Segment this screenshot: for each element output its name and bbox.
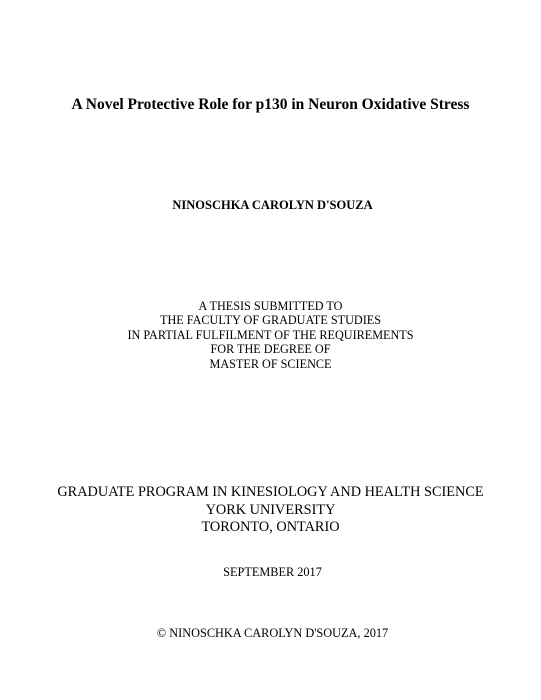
thesis-statement-line: THE FACULTY OF GRADUATE STUDIES <box>160 313 381 328</box>
university-name: YORK UNIVERSITY <box>205 501 336 518</box>
program-affiliation <box>0 484 541 537</box>
thesis-statement-line: FOR THE DEGREE OF <box>210 342 331 357</box>
degree-name: MASTER OF SCIENCE <box>209 356 332 371</box>
thesis-statement-line: IN PARTIAL FULFILMENT OF THE REQUIREMENTS <box>127 327 414 342</box>
author-name: NINOSCHKA CAROLYN D'SOUZA <box>172 198 373 212</box>
thesis-statement <box>0 299 541 371</box>
program-name: GRADUATE PROGRAM IN KINESIOLOGY AND HEALTH SCIENCE <box>57 484 484 500</box>
submission-date: SEPTEMBER 2017 <box>223 565 322 579</box>
thesis-statement-line: A THESIS SUBMITTED TO <box>198 299 343 313</box>
location: TORONTO, ONTARIO <box>201 519 340 535</box>
thesis-title: A Novel Protective Role for p130 in Neuron Oxidative Stress <box>71 96 470 113</box>
copyright-notice: © NINOSCHKA CAROLYN D'SOUZA, 2017 <box>156 626 389 640</box>
